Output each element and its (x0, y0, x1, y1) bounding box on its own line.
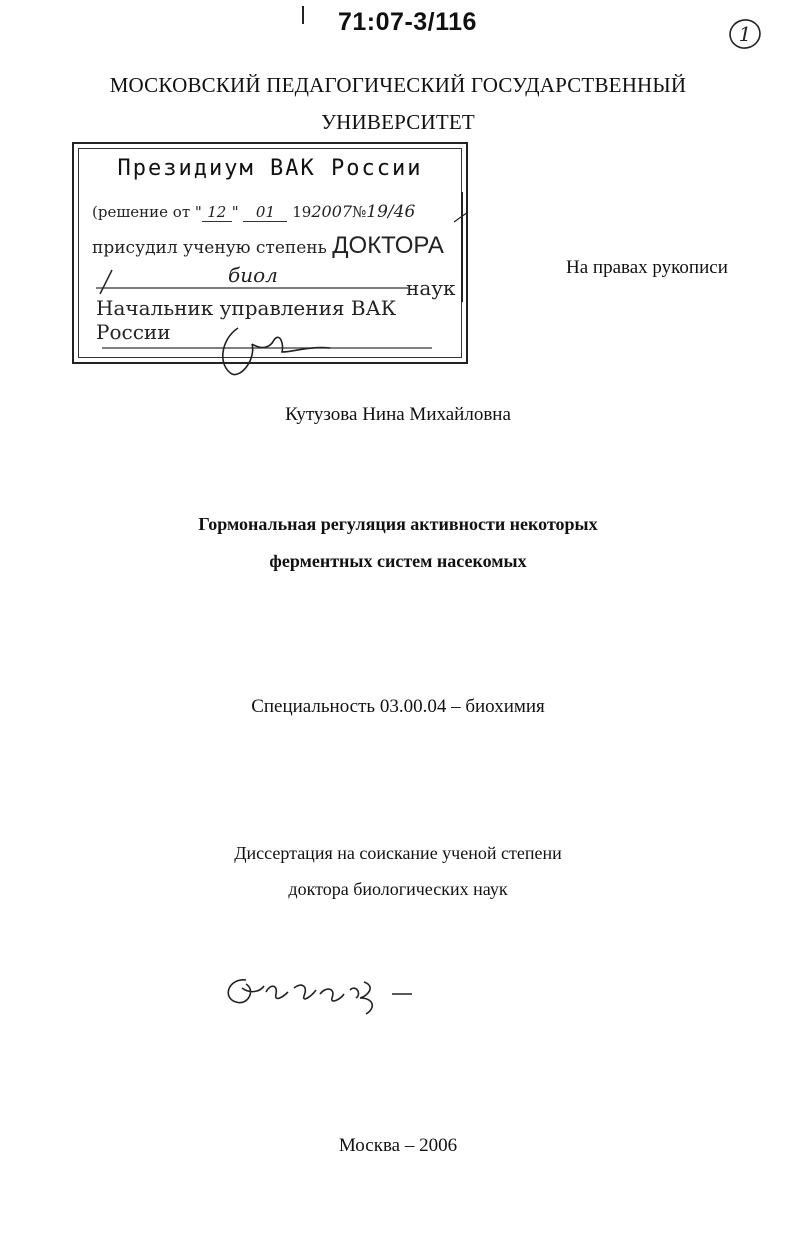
archive-code: 71:07-3/116 (338, 8, 477, 36)
awarded-degree: ДОКТОРА (332, 232, 444, 259)
stamp-title: Президиум ВАК России (117, 156, 423, 181)
decision-month: 01 (243, 203, 287, 222)
stamp-head-title: Начальник управления ВАК России (96, 296, 397, 344)
dissertation-title-line-2: ферментных систем насекомых (269, 551, 527, 571)
decision-number: 19/46 (366, 202, 416, 222)
field-handwritten: биол (228, 263, 278, 287)
margin-mark (302, 6, 304, 24)
degree-line-2: доктора биологических наук (288, 879, 508, 899)
stamp-awarded-line (92, 232, 444, 260)
stamp-field-line (92, 260, 412, 300)
page-number-text: 1 (738, 22, 752, 46)
page-number-circle-icon (726, 14, 764, 52)
rights-note: На правах рукописи (566, 257, 728, 278)
place-year: Москва – 2006 (338, 1135, 458, 1156)
decision-day: 12 (202, 203, 232, 222)
institution-line-2: УНИВЕРСИТЕТ (321, 110, 475, 134)
awarded-text: присудил ученую степень (92, 238, 327, 258)
decision-prefix: (решение от " (92, 203, 202, 221)
institution-line-1: МОСКОВСКИЙ ПЕДАГОГИЧЕСКИЙ ГОСУДАРСТВЕННЫЙ (109, 73, 687, 97)
stamp-sciences: наук (406, 276, 456, 300)
vak-stamp (72, 142, 468, 364)
specialty: Специальность 03.00.04 – биохимия (251, 696, 545, 717)
dissertation-title-line-1: Гормональная регуляция активности некоторых (198, 514, 598, 534)
stamp-official-signature (102, 318, 442, 378)
page-number (726, 14, 764, 52)
author-name: Кутузова Нина Михайловна (285, 404, 511, 425)
decision-year-prefix: 19 (292, 203, 312, 221)
stamp-right-marks (450, 182, 476, 362)
author-signature (216, 968, 416, 1028)
decision-year: 2007 (311, 202, 353, 221)
decision-number-prefix: № (352, 203, 367, 221)
stamp-decision-line: (решение от " 12 " 01 192007№19/46 (92, 202, 416, 222)
degree-line-1: Диссертация на соискание ученой степени (234, 843, 562, 863)
